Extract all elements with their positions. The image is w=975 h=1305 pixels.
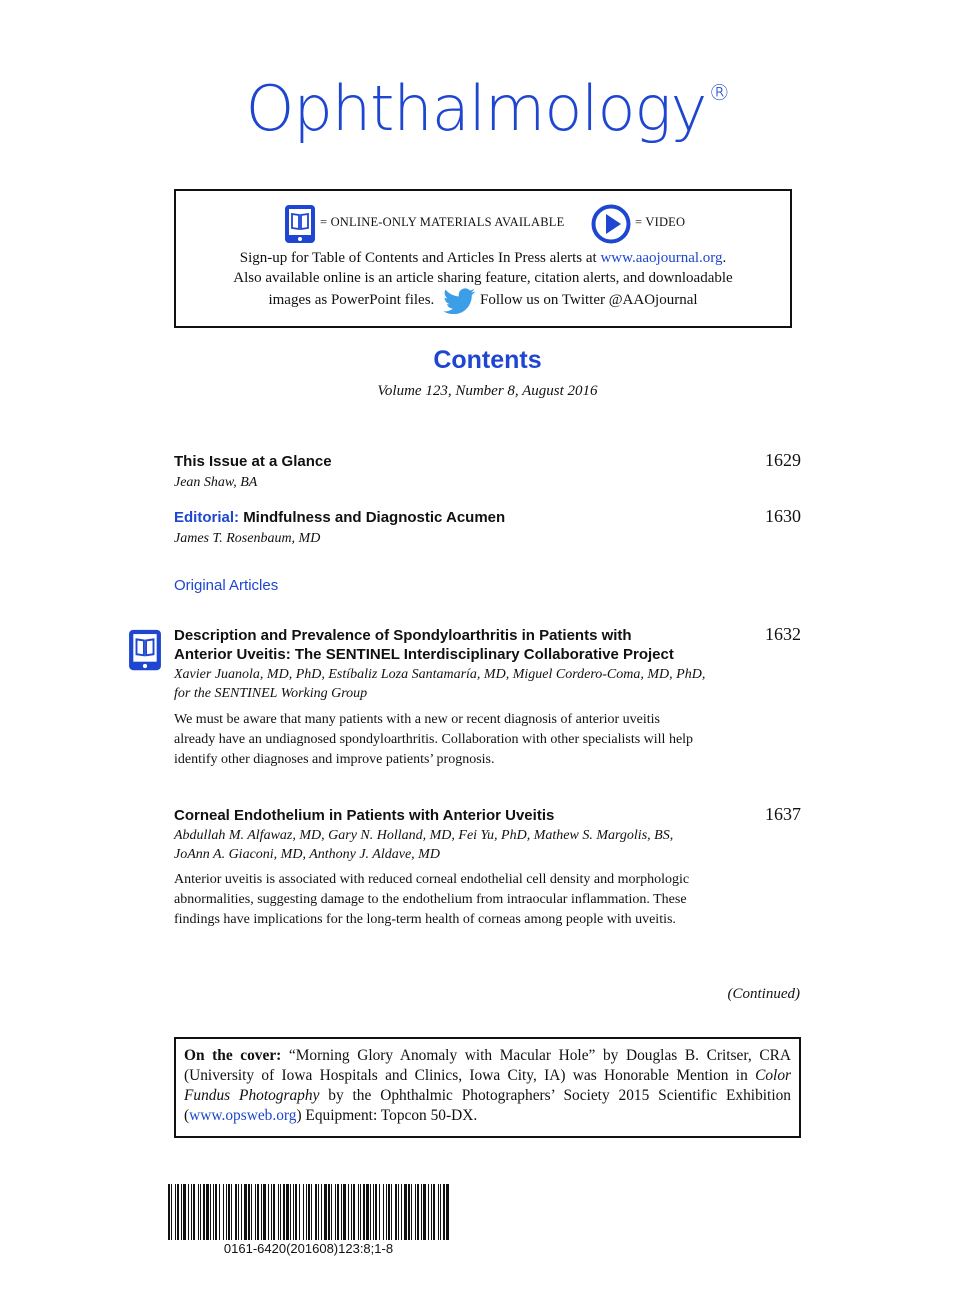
barcode-bar (360, 1184, 361, 1240)
barcode-bar (411, 1184, 412, 1240)
editorial-label: Editorial: (174, 509, 240, 526)
barcode-bar (417, 1184, 419, 1240)
article-abstract-spondyloarthritis (174, 710, 734, 770)
authors-line: Xavier Juanola, MD, PhD, Estíbaliz Loza Santamaría, MD, Miguel Cordero-Coma, MD, PhD, (174, 667, 706, 682)
info-box (174, 189, 792, 328)
barcode-bar (428, 1184, 429, 1240)
article-title-line: Anterior Uveitis: The SENTINEL Interdisciplinary Collaborative Project (174, 646, 674, 663)
barcode-bar (238, 1184, 239, 1240)
barcode-bar (191, 1184, 192, 1240)
barcode-bar (283, 1184, 285, 1240)
barcode-bar (391, 1184, 392, 1240)
article-authors-corneal-endothelium (174, 826, 673, 864)
barcode-bar (244, 1184, 247, 1240)
barcode-bar (206, 1184, 209, 1240)
authors-line: for the SENTINEL Working Group (174, 686, 368, 701)
barcode-bar (181, 1184, 182, 1240)
cover-text-2: by the Ophthalmic Photographers’ Society 2015 Scientific Exhibition ( (184, 1087, 791, 1124)
opsweb-link[interactable]: www.opsweb.org (189, 1107, 297, 1124)
video-play-icon (591, 204, 631, 244)
page-number-glance: 1629 (765, 450, 801, 470)
barcode-bar (315, 1184, 317, 1240)
barcode-bar (443, 1184, 445, 1240)
entry-authors-glance: Jean Shaw, BA (174, 475, 258, 490)
barcode-bar (423, 1184, 426, 1240)
abstract-line: We must be aware that many patients with a new or recent diagnosis of anterior uveitis (174, 712, 661, 727)
barcode-bar (293, 1184, 294, 1240)
authors-line: Abdullah M. Alfawaz, MD, Gary N. Holland, MD, Fei Yu, PhD, Mathew S. Margolis, BS, (174, 828, 674, 843)
barcode-bar (198, 1184, 199, 1240)
info-line-1-end: . (722, 250, 727, 266)
barcode-bar (273, 1184, 275, 1240)
barcode-bar (280, 1184, 281, 1240)
barcode-image (168, 1184, 449, 1240)
article-title-spondyloarthritis[interactable] (174, 626, 674, 664)
barcode-bar (290, 1184, 291, 1240)
barcode-bar (341, 1184, 342, 1240)
tablet-book-icon (128, 628, 162, 672)
barcode-bar (177, 1184, 179, 1240)
barcode-bar (286, 1184, 289, 1240)
abstract-line: already have an undiagnosed spondyloarthritis. Collaboration with other specialists will help (174, 732, 694, 747)
barcode-bar (200, 1184, 201, 1240)
barcode-bar (299, 1184, 300, 1240)
info-line-3-prefix: images as PowerPoint files. (268, 292, 435, 308)
cover-italic: Color Fundus Photography (184, 1067, 791, 1104)
barcode-bar (168, 1184, 170, 1240)
info-text (176, 248, 790, 314)
barcode-bar (324, 1184, 327, 1240)
abstract-line: Anterior uveitis is associated with reduced corneal endothelial cell density and morphologic (174, 872, 690, 887)
abstract-line: identify other diagnoses and improve patients’ prognosis. (174, 752, 495, 767)
barcode-bar (219, 1184, 220, 1240)
barcode-bar (241, 1184, 242, 1240)
online-legend: = ONLINE-ONLY MATERIALS AVAILABLE (320, 215, 565, 229)
cover-text-1: “Morning Glory Anomaly with Macular Hole” by Douglas B. Critser, CRA (University of Iowa Hospitals and Clinics, Iowa City, IA) was Honorable Mention in (184, 1047, 791, 1084)
barcode-bar (370, 1184, 371, 1240)
twitter-bird-icon (442, 288, 476, 314)
barcode-bar (263, 1184, 266, 1240)
article-title-line: Description and Prevalence of Spondyloarthritis in Patients with (174, 627, 632, 644)
info-line-2: Also available online is an article sharing feature, citation alerts, and downloadable (233, 270, 733, 286)
cover-label: On the cover: (184, 1047, 282, 1064)
barcode-bar (257, 1184, 259, 1240)
barcode-bar (255, 1184, 256, 1240)
video-legend: = VIDEO (635, 215, 686, 229)
barcode-bar (358, 1184, 359, 1240)
contents-heading: Contents (433, 346, 542, 374)
barcode-bar (235, 1184, 237, 1240)
issue-info: Volume 123, Number 8, August 2016 (377, 383, 598, 399)
barcode-bar (351, 1184, 352, 1240)
barcode-bar (295, 1184, 297, 1240)
page-number-corneal-endothelium: 1637 (765, 804, 801, 824)
barcode-number: 0161-6420(201608)123:8;1-8 (223, 1241, 394, 1256)
barcode-bar (438, 1184, 439, 1240)
barcode-bar (223, 1184, 224, 1240)
barcode-bar (415, 1184, 416, 1240)
barcode-bar (306, 1184, 307, 1240)
tablet-book-icon (284, 204, 316, 244)
barcode-bar (395, 1184, 397, 1240)
barcode-bar (268, 1184, 269, 1240)
entry-title-glance[interactable]: This Issue at a Glance (174, 453, 332, 470)
barcode-bar (335, 1184, 336, 1240)
barcode-bar (228, 1184, 230, 1240)
barcode-bar (203, 1184, 205, 1240)
cover-caption-box (174, 1037, 801, 1138)
barcode-bar (353, 1184, 355, 1240)
entry-title-editorial[interactable] (174, 508, 505, 527)
page-number-spondyloarthritis: 1632 (765, 624, 801, 644)
barcode-bar (175, 1184, 176, 1240)
barcode-bar (375, 1184, 377, 1240)
article-abstract-corneal-endothelium (174, 870, 734, 930)
barcode-bar (193, 1184, 195, 1240)
barcode-bar (373, 1184, 374, 1240)
barcode-bar (278, 1184, 279, 1240)
barcode-bar (408, 1184, 410, 1240)
barcode-bar (421, 1184, 422, 1240)
abstract-line: findings have implications for the long-term health of corneas among people with uveitis. (174, 912, 676, 927)
section-original-articles: Original Articles (174, 577, 279, 594)
barcode-bar (311, 1184, 312, 1240)
info-line-3 (176, 288, 790, 314)
barcode-bar (308, 1184, 310, 1240)
barcode-bar (251, 1184, 252, 1240)
barcode-bar (183, 1184, 186, 1240)
barcode-bar (379, 1184, 380, 1240)
barcode-bar (331, 1184, 332, 1240)
barcode-bar (321, 1184, 322, 1240)
barcode-bar (248, 1184, 250, 1240)
article-authors-spondyloarthritis (174, 665, 705, 703)
aaojournal-link[interactable]: www.aaojournal.org (600, 250, 723, 266)
barcode-bar (388, 1184, 390, 1240)
journal-title (0, 72, 975, 145)
page-number-editorial: 1630 (765, 506, 801, 526)
barcode-bar (318, 1184, 319, 1240)
barcode-bar (366, 1184, 369, 1240)
barcode-bar (348, 1184, 349, 1240)
journal-title-text: Ophthalmology (245, 72, 707, 145)
entry-authors-editorial: James T. Rosenbaum, MD (174, 531, 321, 546)
barcode-bar (171, 1184, 172, 1240)
abstract-line: abnormalities, suggesting damage to the endothelium from intraocular inflammation. These (174, 892, 687, 907)
barcode-bar (271, 1184, 272, 1240)
continued-note: (Continued) (727, 986, 800, 1002)
barcode-bar (337, 1184, 339, 1240)
barcode-bar (213, 1184, 214, 1240)
barcode-bar (386, 1184, 387, 1240)
barcode-bar (188, 1184, 189, 1240)
barcode-bar (328, 1184, 330, 1240)
barcode-bar (215, 1184, 217, 1240)
authors-line: JoAnn A. Giaconi, MD, Anthony J. Aldave, MD (174, 847, 440, 862)
barcode-bar (261, 1184, 262, 1240)
barcode-bar (226, 1184, 227, 1240)
barcode-bar (363, 1184, 365, 1240)
editorial-title: Mindfulness and Diagnostic Acumen (243, 509, 506, 526)
barcode-bar (231, 1184, 232, 1240)
barcode-bar (404, 1184, 407, 1240)
barcode-bar (401, 1184, 402, 1240)
barcode-bar (446, 1184, 449, 1240)
barcode-bar (433, 1184, 435, 1240)
barcode-bar (303, 1184, 304, 1240)
barcode-bar (343, 1184, 346, 1240)
barcode-bar (210, 1184, 211, 1240)
article-title-corneal-endothelium[interactable]: Corneal Endothelium in Patients with Anterior Uveitis (174, 807, 555, 824)
barcode-bar (440, 1184, 441, 1240)
barcode-bar (431, 1184, 432, 1240)
registered-mark: ® (708, 81, 730, 106)
info-line-1-text: Sign-up for Table of Contents and Articles In Press alerts at (239, 250, 601, 266)
barcode-bar (383, 1184, 384, 1240)
cover-text-3: ) Equipment: Topcon 50-DX. (296, 1107, 478, 1124)
twitter-follow-text[interactable]: Follow us on Twitter @AAOjournal (480, 292, 698, 308)
info-line-1 (176, 248, 790, 268)
barcode-bar (398, 1184, 399, 1240)
